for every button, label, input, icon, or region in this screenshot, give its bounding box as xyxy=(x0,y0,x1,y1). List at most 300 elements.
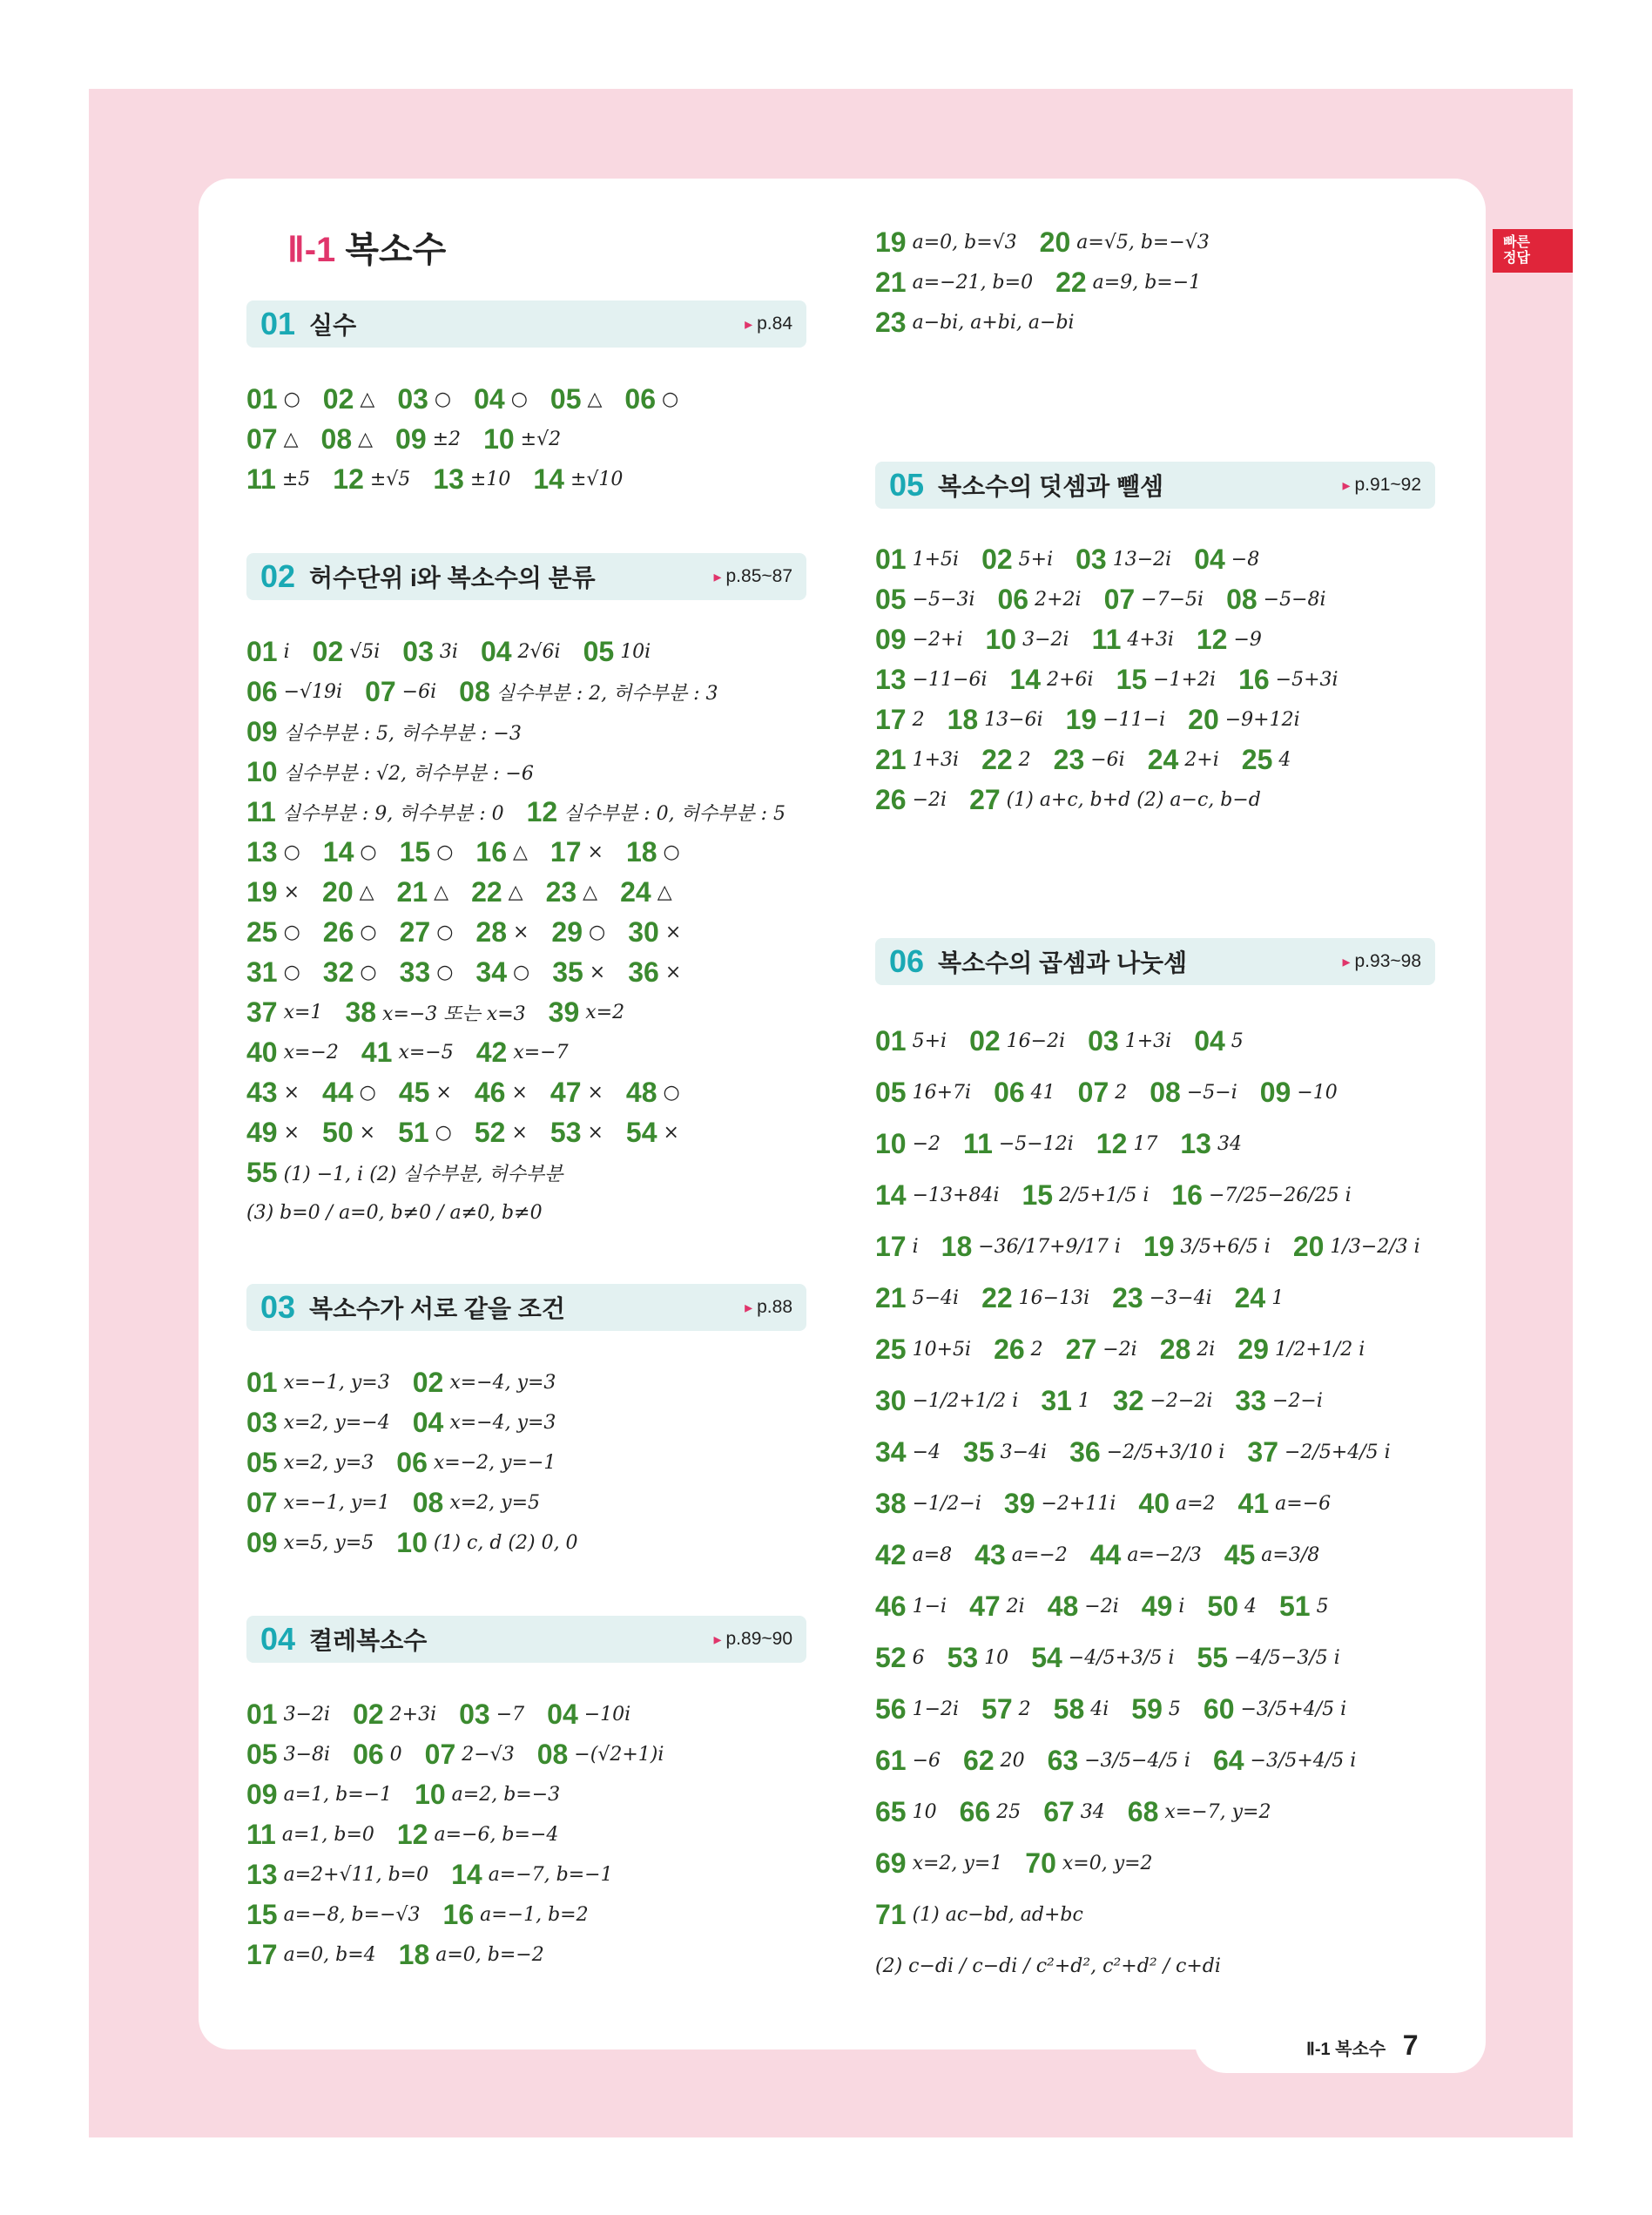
answer-item xyxy=(397,876,449,908)
answer-row xyxy=(875,1427,1443,1478)
answer-value: 2+i xyxy=(1184,748,1219,771)
answer-item xyxy=(550,1077,603,1109)
answer-value: i xyxy=(1178,1596,1185,1617)
page-footer xyxy=(1306,2029,1419,2062)
answer-row xyxy=(875,699,1361,739)
answer-number: 11 xyxy=(963,1128,993,1159)
answer-number: 29 xyxy=(551,915,583,948)
answer-number: 13 xyxy=(433,463,464,495)
answer-item xyxy=(246,716,522,748)
answer-row xyxy=(246,1032,808,1072)
answer-item xyxy=(1025,1847,1152,1880)
answer-value: x=−1, y=3 xyxy=(283,1371,390,1394)
answer-item xyxy=(1160,1334,1216,1366)
answer-value: △ xyxy=(359,881,374,903)
answer-number: 01 xyxy=(246,1366,278,1398)
answers-01 xyxy=(246,379,701,499)
section-title: 실수 xyxy=(309,312,357,339)
answer-value: −3−4i xyxy=(1149,1287,1212,1309)
answer-item xyxy=(986,624,1069,656)
answer-item xyxy=(947,1642,1009,1674)
answer-row xyxy=(875,780,1361,820)
answer-value: x=2, y=−4 xyxy=(283,1411,390,1434)
answer-row xyxy=(875,1375,1443,1427)
answer-value: √5i xyxy=(349,640,381,663)
answer-number: 06 xyxy=(246,675,278,707)
answer-item xyxy=(397,383,451,415)
answer-number: 19 xyxy=(1143,1231,1175,1262)
answer-value: ○ xyxy=(359,1081,376,1104)
answer-number: 04 xyxy=(474,382,505,415)
section-title: 복소수의 곱셈과 나눗셈 xyxy=(938,949,1188,976)
answer-item xyxy=(323,836,377,868)
answer-value: a=−6, b=−4 xyxy=(434,1823,559,1846)
answer-number: 46 xyxy=(474,1076,506,1108)
answer-item xyxy=(443,1899,589,1931)
answer-number: 34 xyxy=(875,1436,907,1468)
answer-value: × xyxy=(511,1121,528,1144)
answer-number: 52 xyxy=(875,1642,907,1673)
answer-number: 41 xyxy=(1237,1488,1270,1519)
answer-value: (1) a+c, b+d (2) a−c, b−d xyxy=(1006,788,1261,811)
answer-number: 09 xyxy=(246,1526,278,1558)
answer-value: −1+2i xyxy=(1153,668,1217,691)
answer-item xyxy=(396,1447,556,1479)
answer-value: a=1, b=−1 xyxy=(283,1783,393,1806)
answer-number: 22 xyxy=(981,743,1013,775)
answer-row xyxy=(246,1442,601,1482)
answer-number: 02 xyxy=(312,635,344,667)
answer-item xyxy=(246,796,504,828)
answer-number: 42 xyxy=(875,1539,907,1570)
answer-item xyxy=(246,1447,374,1479)
answer-row xyxy=(875,659,1361,699)
answer-item xyxy=(981,1282,1089,1314)
answer-value: a=0, b=4 xyxy=(283,1943,376,1966)
answer-value: 1 xyxy=(1271,1287,1285,1309)
answer-item xyxy=(875,704,925,736)
answer-item xyxy=(875,1693,959,1725)
answer-item xyxy=(875,1077,971,1109)
answer-value: 16−13i xyxy=(1018,1287,1090,1309)
answer-item xyxy=(322,1077,376,1109)
answer-row xyxy=(246,1935,686,1975)
answer-value: x=2 xyxy=(585,1001,625,1023)
answer-item xyxy=(626,1117,679,1149)
answer-number: 50 xyxy=(322,1116,354,1148)
answer-number: 24 xyxy=(1147,743,1179,775)
answer-number: 38 xyxy=(875,1488,907,1519)
answer-item xyxy=(1197,1642,1340,1674)
answer-item xyxy=(474,383,528,415)
answer-value: 실수부분 : √2, 허수부분 : −6 xyxy=(283,762,534,785)
answer-number: 12 xyxy=(1196,623,1228,655)
answer-row xyxy=(246,872,808,912)
answer-item xyxy=(396,1527,577,1559)
answer-item xyxy=(1188,704,1300,736)
answer-number: 38 xyxy=(345,996,377,1028)
answer-number: 02 xyxy=(969,1025,1001,1057)
answer-value: 1+3i xyxy=(912,748,960,771)
answer-value: x=2, y=3 xyxy=(283,1451,374,1474)
answer-value: 20 xyxy=(1000,1750,1025,1772)
section-number: 01 xyxy=(260,306,296,341)
answer-number: 19 xyxy=(246,875,278,908)
answer-number: 13 xyxy=(246,1858,278,1890)
answer-number: 04 xyxy=(412,1406,444,1438)
answer-item xyxy=(547,1698,630,1731)
answer-item xyxy=(875,1385,1018,1417)
answer-row xyxy=(875,1684,1443,1735)
quick-answer-tab[interactable] xyxy=(1493,229,1573,273)
answer-row xyxy=(875,1016,1443,1067)
answer-number: 31 xyxy=(1041,1385,1072,1416)
answer-value: × xyxy=(664,921,682,943)
answer-item xyxy=(321,423,374,456)
answer-item xyxy=(476,1037,569,1069)
answer-value: 10i xyxy=(620,640,651,663)
answer-number: 12 xyxy=(1096,1128,1128,1159)
answer-value: ○ xyxy=(436,841,454,863)
answer-item xyxy=(1235,1282,1285,1314)
answer-number: 03 xyxy=(459,1698,490,1730)
answer-item xyxy=(969,784,1261,816)
answer-row xyxy=(875,1581,1443,1632)
answer-value: 5−4i xyxy=(912,1287,960,1309)
answer-value: −5+3i xyxy=(1275,668,1338,691)
answer-number: 12 xyxy=(396,1818,428,1850)
answer-value: × xyxy=(435,1081,452,1104)
answer-item xyxy=(1075,544,1171,576)
answer-item xyxy=(620,876,672,908)
answer-number: 19 xyxy=(1065,703,1097,735)
answer-row xyxy=(246,1814,686,1854)
answer-item xyxy=(1213,1745,1356,1777)
answer-number: 02 xyxy=(322,382,354,415)
answer-value: a=0, b=−2 xyxy=(435,1943,544,1966)
answer-item xyxy=(483,423,561,456)
answer-value: x=−7, y=2 xyxy=(1164,1801,1271,1823)
answer-number: 14 xyxy=(451,1858,482,1890)
answer-value: ○ xyxy=(283,921,300,943)
answer-value: −1/2+1/2 i xyxy=(912,1390,1019,1412)
answer-number: 10 xyxy=(875,1128,907,1159)
answer-value: △ xyxy=(657,881,672,903)
answer-number: 24 xyxy=(620,875,651,908)
answer-value: △ xyxy=(508,881,523,903)
answer-item xyxy=(425,1739,515,1771)
answer-item xyxy=(459,676,718,708)
answer-item xyxy=(963,1128,1074,1160)
answer-value: 4+3i xyxy=(1127,628,1174,651)
answer-item xyxy=(246,1077,300,1109)
answer-value: −6i xyxy=(1090,748,1125,771)
answer-number: 23 xyxy=(545,875,577,908)
answer-number: 21 xyxy=(875,1282,907,1313)
answer-value: x=−1, y=1 xyxy=(283,1491,390,1514)
answer-item xyxy=(875,1745,941,1777)
answer-number: 03 xyxy=(1088,1025,1119,1057)
answer-number: 21 xyxy=(875,743,907,775)
answer-value: 5 xyxy=(1231,1030,1244,1052)
answer-item xyxy=(246,463,310,496)
answer-row xyxy=(875,619,1361,659)
answer-value: −4/5+3/5 i xyxy=(1068,1647,1175,1669)
answer-value: 3−8i xyxy=(283,1743,331,1766)
answer-number: 31 xyxy=(246,956,278,988)
answer-item xyxy=(1148,744,1219,776)
answer-number: 14 xyxy=(1009,663,1042,695)
answer-value: 1 xyxy=(1077,1390,1090,1412)
answer-value: ±√5 xyxy=(369,468,411,490)
answer-value: 1/2+1/2 i xyxy=(1274,1339,1365,1361)
answer-value: −2−2i xyxy=(1150,1390,1213,1412)
answer-number: 36 xyxy=(628,956,659,988)
answer-item xyxy=(1293,1231,1420,1263)
answer-row xyxy=(246,631,808,672)
answer-number: 26 xyxy=(875,783,907,815)
answer-value: −2i xyxy=(1084,1596,1119,1617)
answer-number: 13 xyxy=(875,663,907,695)
answer-item xyxy=(875,1179,1000,1212)
answer-item xyxy=(246,1117,300,1149)
answer-item xyxy=(994,1334,1043,1366)
answer-value: −2+11i xyxy=(1041,1493,1116,1515)
answer-value: × xyxy=(512,921,529,943)
answer-number: 27 xyxy=(399,915,431,948)
answer-item xyxy=(399,1939,544,1971)
answer-number: 11 xyxy=(1091,623,1122,655)
answer-number: 09 xyxy=(246,715,278,747)
section-header-02 xyxy=(246,553,806,600)
answer-number: 17 xyxy=(550,835,582,868)
answer-number: 04 xyxy=(1194,543,1225,575)
answer-number: 30 xyxy=(628,915,659,948)
answer-row xyxy=(246,712,808,752)
answer-value: ○ xyxy=(589,921,606,943)
answer-number: 05 xyxy=(583,635,615,667)
answer-item xyxy=(413,1367,556,1399)
answer-value: x=−7 xyxy=(513,1041,569,1064)
answer-value: a−bi, a+bi, a−bi xyxy=(912,311,1075,334)
answer-number: 52 xyxy=(474,1116,506,1148)
answer-value: × xyxy=(283,1121,300,1144)
answer-value: a=2 xyxy=(1176,1493,1216,1515)
answer-number: 35 xyxy=(963,1436,995,1468)
answer-number: 14 xyxy=(322,835,354,868)
answer-row xyxy=(875,262,1232,302)
answer-value: x=−3 또는 x=3 xyxy=(382,1003,526,1025)
answer-value: × xyxy=(587,1121,603,1144)
answer-number: 53 xyxy=(947,1642,979,1673)
answer-value: a=−6 xyxy=(1275,1493,1332,1515)
answer-item xyxy=(397,1819,559,1851)
answer-item xyxy=(1150,1077,1237,1109)
answer-value: −5−3i xyxy=(912,588,975,611)
answer-value: −11−i xyxy=(1102,708,1166,731)
answer-value: 6 xyxy=(912,1647,925,1669)
answer-item xyxy=(875,784,947,816)
answer-value: 1+5i xyxy=(912,548,960,571)
answer-value: ○ xyxy=(436,961,454,983)
answer-number: 03 xyxy=(246,1406,278,1438)
answer-value: × xyxy=(511,1081,528,1104)
answer-item xyxy=(475,1117,528,1149)
answer-number: 29 xyxy=(1237,1334,1269,1365)
answer-number: 05 xyxy=(875,1077,907,1108)
answer-item xyxy=(533,463,623,496)
answer-number: 17 xyxy=(875,1231,907,1262)
answer-number: 39 xyxy=(548,996,580,1028)
section-header-03 xyxy=(246,1284,806,1331)
answer-number: 15 xyxy=(1022,1179,1054,1211)
answer-item xyxy=(313,636,381,668)
section-title: 허수단위 i와 복소수의 분류 xyxy=(309,564,596,591)
page-reference: ▸ p.84 xyxy=(745,314,792,334)
answer-item xyxy=(1142,1590,1185,1623)
answer-value: 2+3i xyxy=(389,1703,437,1725)
answer-row xyxy=(246,992,808,1032)
answer-item xyxy=(246,1899,421,1931)
answer-value: 13−6i xyxy=(984,708,1043,731)
answer-value: x=0, y=2 xyxy=(1062,1853,1153,1874)
answer-number: 26 xyxy=(322,915,354,948)
answer-item xyxy=(1010,664,1094,696)
answer-item xyxy=(1237,1334,1365,1366)
answer-item xyxy=(246,636,290,668)
answer-item xyxy=(875,1128,941,1160)
answer-item xyxy=(246,996,322,1029)
answer-item xyxy=(1113,1385,1213,1417)
answer-value: 실수부분 : 9, 허수부분 : 0 xyxy=(281,802,504,825)
answer-item xyxy=(246,1939,376,1971)
chapter-number: Ⅱ-1 xyxy=(287,231,336,269)
answer-number: 06 xyxy=(396,1446,428,1478)
answer-number: 25 xyxy=(246,915,278,948)
page-number: 7 xyxy=(1402,2029,1419,2061)
answer-item xyxy=(550,383,603,415)
answer-number: 05 xyxy=(875,583,907,615)
answer-item xyxy=(1048,1590,1119,1623)
answer-number: 22 xyxy=(471,875,502,908)
answer-value: ○ xyxy=(360,841,377,863)
answer-value: ○ xyxy=(435,1121,452,1144)
answer-value: 5+i xyxy=(1018,548,1054,571)
answer-number: 60 xyxy=(1203,1693,1235,1725)
answer-value: x=2, y=1 xyxy=(912,1853,1003,1874)
answer-number: 15 xyxy=(1116,663,1148,695)
answer-item xyxy=(246,1698,330,1731)
answer-value: ○ xyxy=(360,961,377,983)
footer-label: Ⅱ-1 복소수 xyxy=(1306,2040,1386,2059)
answer-item xyxy=(395,423,461,456)
answer-number: 69 xyxy=(875,1847,907,1879)
answer-value: −36/17+9/17 i xyxy=(978,1236,1121,1258)
answer-value: −4 xyxy=(912,1442,941,1463)
section-title: 복소수의 덧셈과 뺄셈 xyxy=(938,473,1164,500)
answer-item xyxy=(1031,1642,1174,1674)
answer-item xyxy=(1066,704,1166,736)
answer-value: a=−8, b=−√3 xyxy=(283,1903,421,1926)
answer-number: 12 xyxy=(333,463,364,495)
answer-row xyxy=(246,912,808,952)
answer-number: 07 xyxy=(424,1738,456,1770)
answer-item xyxy=(353,1698,436,1731)
answer-number: 18 xyxy=(398,1938,430,1970)
answer-item xyxy=(1116,664,1217,696)
answers-05 xyxy=(875,539,1361,820)
answer-number: 08 xyxy=(320,422,353,455)
answer-value: a=2+√11, b=0 xyxy=(283,1863,429,1886)
answer-value: 4i xyxy=(1090,1698,1109,1720)
answer-number: 55 xyxy=(246,1156,278,1188)
answer-value: 1−2i xyxy=(912,1698,960,1720)
answer-item xyxy=(323,956,377,989)
answer-number: 12 xyxy=(526,795,558,827)
section-number: 05 xyxy=(889,467,925,503)
answer-item xyxy=(246,383,300,415)
answer-item xyxy=(1171,1179,1351,1212)
answer-value: × xyxy=(589,961,606,983)
answer-number: 02 xyxy=(981,543,1013,575)
answer-number: 03 xyxy=(1075,543,1107,575)
answer-number: 49 xyxy=(246,1116,278,1148)
answer-value: 3−2i xyxy=(1022,628,1069,651)
answer-number: 11 xyxy=(246,1818,276,1850)
answer-value: −3/5+4/5 i xyxy=(1250,1750,1357,1772)
answer-value: × xyxy=(663,1121,679,1144)
section-title: 복소수가 서로 같을 조건 xyxy=(309,1295,565,1322)
answer-item xyxy=(875,1282,959,1314)
answer-number: 01 xyxy=(246,382,278,415)
answer-item xyxy=(1204,1693,1346,1725)
answer-value: × xyxy=(359,1121,376,1144)
answer-value: ±5 xyxy=(281,468,311,490)
answer-value: 10+5i xyxy=(912,1339,972,1361)
answer-number: 37 xyxy=(246,996,278,1028)
answer-item xyxy=(875,744,959,776)
answer-number: 47 xyxy=(969,1590,1001,1622)
answer-value: a=−21, b=0 xyxy=(912,271,1034,294)
answer-item xyxy=(246,1487,390,1519)
answer-value: 5 xyxy=(1168,1698,1181,1720)
answer-number: 05 xyxy=(550,382,582,415)
answer-item xyxy=(1279,1590,1329,1623)
answer-value: −3/5−4/5 i xyxy=(1084,1750,1190,1772)
answer-row xyxy=(246,1192,808,1232)
answer-item xyxy=(941,1231,1121,1263)
answer-number: 53 xyxy=(550,1116,582,1148)
answer-item xyxy=(537,1739,664,1771)
answer-number: 11 xyxy=(246,795,276,827)
answer-number: 27 xyxy=(1065,1334,1097,1365)
answer-row xyxy=(246,832,808,872)
answer-value: (3) b=0 / a=0, b≠0 / a≠0, b≠0 xyxy=(246,1201,543,1224)
answer-value: ±10 xyxy=(469,468,511,490)
answer-row xyxy=(246,752,808,792)
answer-row xyxy=(246,1482,601,1523)
answer-number: 64 xyxy=(1212,1745,1244,1776)
answer-number: 57 xyxy=(981,1693,1013,1725)
answer-number: 50 xyxy=(1207,1590,1238,1622)
answer-number: 13 xyxy=(1180,1128,1211,1159)
answer-row xyxy=(875,1273,1443,1324)
answer-number: 45 xyxy=(1224,1539,1256,1570)
answer-number: 09 xyxy=(875,623,907,655)
answer-value: −2i xyxy=(912,788,947,811)
answer-number: 11 xyxy=(246,463,276,495)
answer-item xyxy=(875,307,1075,339)
